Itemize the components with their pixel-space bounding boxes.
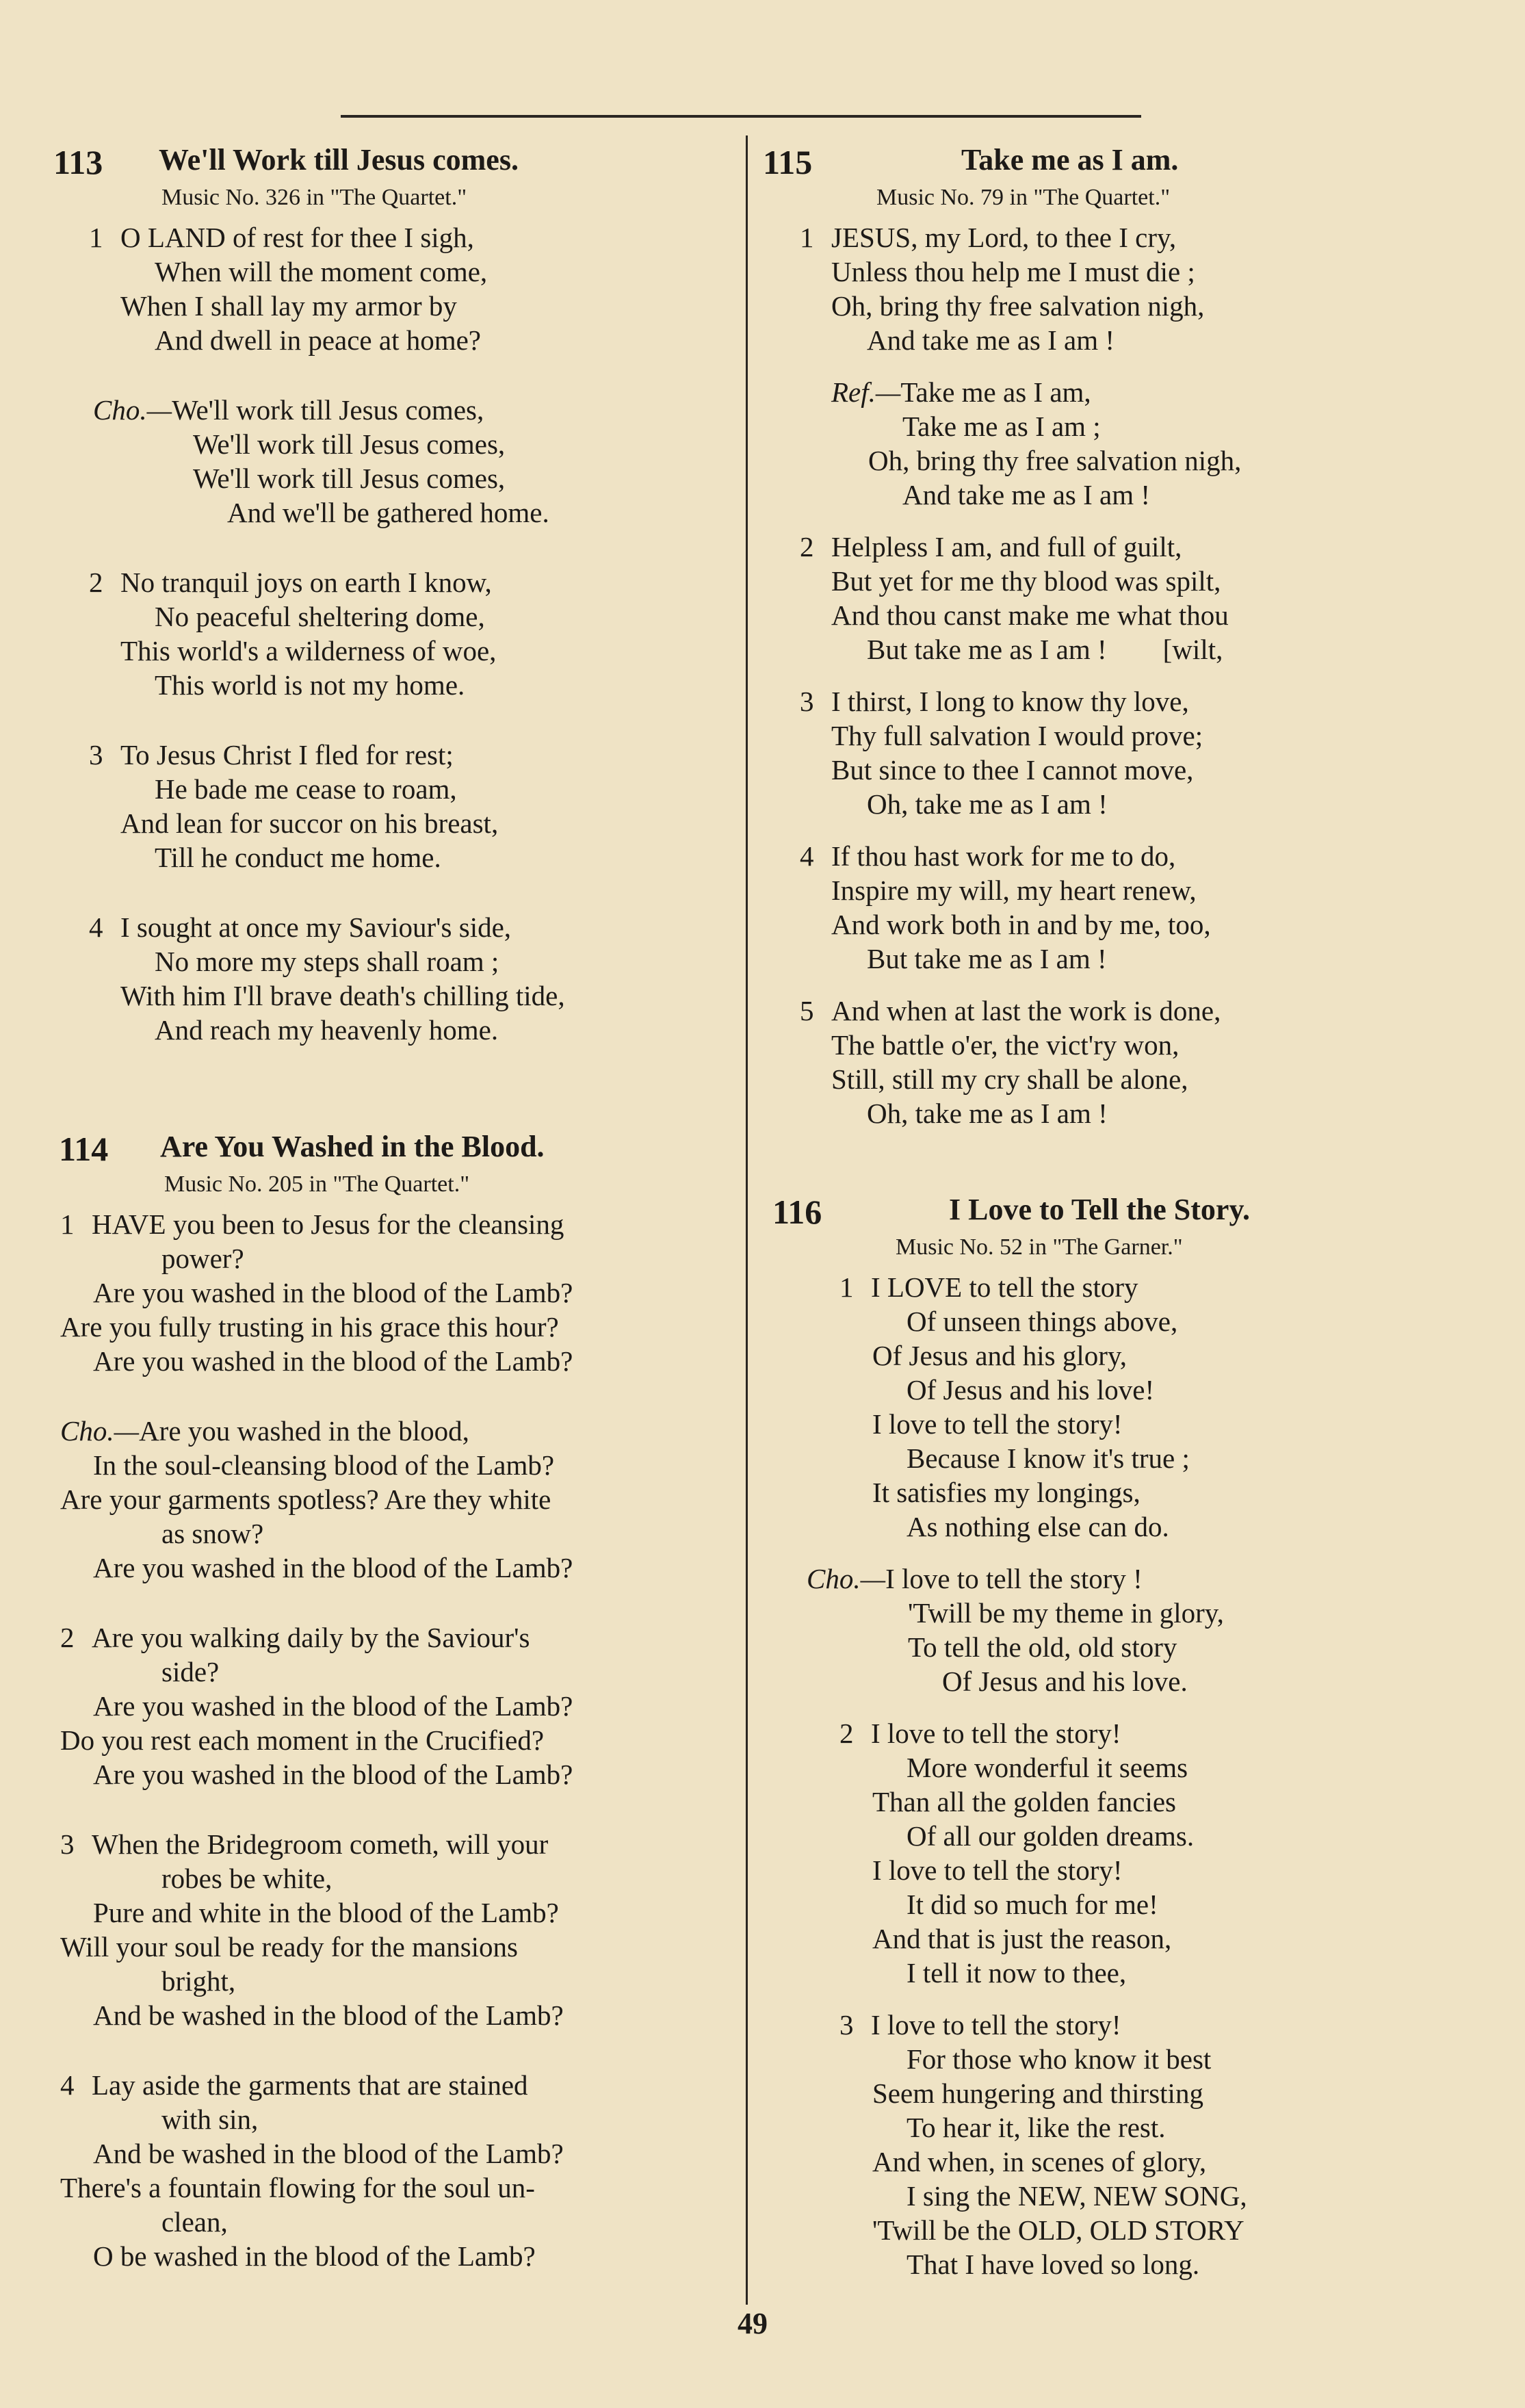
verse-line: And reach my heavenly home.: [155, 1014, 499, 1046]
stanza-number: 4: [60, 2069, 75, 2101]
stanza-number: 3: [60, 1828, 75, 1860]
verse-line: And dwell in peace at home?: [155, 324, 482, 356]
verse-line: Of Jesus and his love.: [942, 1666, 1188, 1697]
hymn-header: [748, 1192, 1525, 1234]
verse-line: Unless thou help me I must die ;: [831, 256, 1195, 287]
page-number: 49: [738, 2307, 768, 2340]
verse-line: Of Jesus and his love!: [907, 1374, 1155, 1406]
verse-line: HAVE you been to Jesus for the cleansing: [92, 1208, 564, 1240]
verse-line: We'll work till Jesus comes,: [193, 463, 506, 494]
stanza-1: [89, 220, 746, 357]
verse-line: And be washed in the blood of the Lamb?: [93, 1999, 564, 2031]
verse-line: with sin,: [161, 2103, 259, 2135]
verse-line: Are you washed in the blood of the Lamb?: [93, 1690, 573, 1722]
stanza-3: [89, 738, 746, 875]
verse-line: O be washed in the blood of the Lamb?: [93, 2240, 536, 2272]
hymn-number: 116: [772, 1193, 822, 1231]
stanza-2: [839, 1716, 1525, 1990]
chorus-label: Cho.—: [60, 1415, 140, 1447]
verse-line: Of unseen things above,: [907, 1306, 1178, 1337]
stanza-number: 4: [800, 840, 814, 872]
stanza-number: 1: [839, 1271, 854, 1303]
chorus: [60, 1414, 746, 1585]
hymn-title: We'll Work till Jesus comes.: [159, 143, 519, 177]
chorus: [807, 1562, 1525, 1698]
verse-line: When I shall lay my armor by: [120, 290, 457, 322]
verse-line: I LOVE to tell the story: [871, 1271, 1138, 1303]
stanza-number: 2: [800, 531, 814, 562]
verse-line: More wonderful it seems: [907, 1752, 1188, 1783]
verse-line: 'Twill be the OLD, OLD STORY: [872, 2214, 1244, 2246]
hymn-number: 113: [53, 143, 103, 181]
stanza-3: [800, 684, 1525, 821]
verse-line: No peaceful sheltering dome,: [155, 601, 485, 632]
chorus-label: Cho.—: [807, 1563, 886, 1594]
verse-line: I sing the NEW, NEW SONG,: [907, 2180, 1247, 2212]
verse-line: Are you walking daily by the Saviour's: [92, 1622, 530, 1653]
verse-line: I love to tell the story !: [885, 1563, 1143, 1594]
verse-line: JESUS, my Lord, to thee I cry,: [831, 222, 1177, 253]
verse-line: Are your garments spotless? Are they white: [60, 1484, 551, 1515]
stanza-number: 4: [89, 911, 103, 943]
top-rule: [341, 115, 1141, 118]
verse-line: For those who know it best: [907, 2043, 1212, 2075]
verse-line: Oh, take me as I am !: [867, 1098, 1108, 1129]
hymn-115: [748, 142, 1525, 1166]
verse-line: Thy full salvation I would prove;: [831, 720, 1203, 751]
stanza-number: 1: [800, 222, 814, 253]
refrain-label: Ref.—: [831, 376, 901, 408]
hymn-116: [748, 1192, 1525, 2281]
verse-line: It satisfies my longings,: [872, 1477, 1141, 1508]
hymn-title: I Love to Tell the Story.: [949, 1193, 1251, 1226]
verse-line: O LAND of rest for thee I sigh,: [120, 222, 474, 253]
hymn-title: Are You Washed in the Blood.: [160, 1130, 545, 1163]
music-reference: Music No. 79 in "The Quartet.": [876, 185, 1171, 210]
hymn-header: [0, 142, 746, 185]
verse-line: But since to thee I cannot move,: [831, 754, 1194, 786]
verse-line: robes be white,: [161, 1863, 333, 1894]
verse-line: I love to tell the story!: [872, 1854, 1123, 1886]
verse-line: Are you washed in the blood of the Lamb?: [93, 1345, 573, 1377]
verse-line: In the soul-cleansing blood of the Lamb?: [93, 1449, 555, 1481]
stanza-2: [800, 530, 1525, 666]
verse-line: And lean for succor on his breast,: [120, 807, 499, 839]
verse-line: To Jesus Christ I fled for rest;: [120, 739, 454, 771]
stanza-2: [89, 565, 746, 702]
verse-line: And when, in scenes of glory,: [872, 2146, 1207, 2177]
verse-line: There's a fountain flowing for the soul un-: [60, 2172, 535, 2203]
verse-line: as snow?: [161, 1518, 264, 1549]
verse-line: And we'll be gathered home.: [227, 497, 549, 528]
verse-line: And when at last the work is done,: [831, 995, 1221, 1026]
stanza-number: 1: [60, 1208, 75, 1240]
hymn-114: [0, 1129, 746, 2309]
music-reference: Music No. 205 in "The Quartet.": [164, 1171, 470, 1197]
stanza-5: [800, 994, 1525, 1130]
verse-line: Than all the golden fancies: [872, 1786, 1176, 1817]
verse-line: We'll work till Jesus comes,: [172, 394, 484, 426]
verse-line: When the Bridegroom cometh, will your: [92, 1828, 549, 1860]
verse-line: Oh, take me as I am !: [867, 788, 1108, 820]
verse-line: But take me as I am ! [wilt,: [867, 634, 1223, 665]
stanza-number: 2: [89, 567, 103, 598]
stanza-1: [60, 1207, 746, 1378]
verse-line: Seem hungering and thirsting: [872, 2077, 1203, 2109]
verse-line: Are you washed in the blood of the Lamb?: [93, 1759, 573, 1790]
verse-line: Do you rest each moment in the Crucified?: [60, 1724, 545, 1756]
verse-line: No tranquil joys on earth I know,: [120, 567, 492, 598]
stanza-number: 3: [89, 739, 103, 771]
verse-line: If thou hast work for me to do,: [831, 840, 1176, 872]
verse-line: And thou canst make me what thou: [831, 599, 1229, 631]
verse-line: I love to tell the story!: [872, 1408, 1123, 1440]
verse-line: This world is not my home.: [155, 669, 465, 701]
music-reference: Music No. 52 in "The Garner.": [896, 1234, 1183, 1260]
chorus: [89, 393, 746, 530]
verse-line: side?: [161, 1656, 220, 1687]
verse-line: Pure and white in the blood of the Lamb?: [93, 1897, 559, 1928]
stanza-number: 2: [839, 1718, 854, 1749]
verse-line: We'll work till Jesus comes,: [193, 428, 506, 460]
music-reference: Music No. 326 in "The Quartet.": [161, 185, 467, 210]
verse-line: To hear it, like the rest.: [907, 2112, 1166, 2143]
stanza-number: 3: [800, 686, 814, 717]
verse-line: power?: [161, 1243, 244, 1274]
verse-line: And be washed in the blood of the Lamb?: [93, 2138, 564, 2169]
stanza-1: [839, 1270, 1525, 1544]
verse-line: Inspire my will, my heart renew,: [831, 875, 1197, 906]
verse-line: It did so much for me!: [907, 1889, 1158, 1920]
refrain: [800, 375, 1525, 512]
verse-line: This world's a wilderness of woe,: [120, 635, 497, 666]
verse-line: And take me as I am !: [902, 479, 1151, 510]
verse-line: I thirst, I long to know thy love,: [831, 686, 1189, 717]
verse-line: Lay aside the garments that are stained: [92, 2069, 528, 2101]
verse-line: Take me as I am ;: [902, 411, 1101, 442]
verse-line: But yet for me thy blood was spilt,: [831, 565, 1221, 597]
chorus-label: Cho.—: [93, 394, 172, 426]
verse-line: I love to tell the story!: [871, 2009, 1121, 2041]
stanza-number: 5: [800, 995, 814, 1026]
verse-line: I love to tell the story!: [871, 1718, 1121, 1749]
hymn-number: 115: [763, 143, 813, 181]
hymn-number: 114: [59, 1130, 109, 1168]
verse-line: That I have loved so long.: [907, 2249, 1200, 2280]
verse-line: Are you washed in the blood of the Lamb?: [93, 1277, 573, 1308]
verse-line: Take me as I am,: [900, 376, 1091, 408]
verse-line: Of all our golden dreams.: [907, 1820, 1195, 1852]
verse-line: Are you fully trusting in his grace this hour?: [60, 1311, 559, 1343]
verse-line: Till he conduct me home.: [155, 842, 441, 873]
verse-line: Of Jesus and his glory,: [872, 1340, 1128, 1371]
stanza-2: [60, 1620, 746, 1791]
stanza-number: 1: [89, 222, 103, 253]
hymn-header: [748, 142, 1525, 185]
hymn-title: Take me as I am.: [961, 143, 1179, 177]
hymn-113: [0, 142, 746, 1083]
verse-line: And take me as I am !: [867, 324, 1115, 356]
verse-line: 'Twill be my theme in glory,: [908, 1597, 1224, 1629]
verse-line: Still, still my cry shall be alone,: [831, 1063, 1188, 1095]
stanza-1: [800, 220, 1525, 357]
verse-line: Will your soul be ready for the mansions: [60, 1931, 519, 1963]
hymn-header: [0, 1129, 746, 1171]
stanza-3: [60, 1827, 746, 2032]
verse-line: Oh, bring thy free salvation nigh,: [868, 445, 1242, 476]
verse-line: I sought at once my Saviour's side,: [120, 911, 512, 943]
verse-line: But take me as I am !: [867, 943, 1107, 974]
stanza-number: 2: [60, 1622, 75, 1653]
verse-line: I tell it now to thee,: [907, 1957, 1127, 1989]
stanza-number: 3: [839, 2009, 854, 2041]
verse-line: Helpless I am, and full of guilt,: [831, 531, 1182, 562]
verse-line: Oh, bring thy free salvation nigh,: [831, 290, 1205, 322]
verse-line: Are you washed in the blood,: [139, 1415, 469, 1447]
verse-line: bright,: [161, 1965, 236, 1997]
verse-line: clean,: [161, 2206, 228, 2238]
verse-line: And that is just the reason,: [872, 1923, 1172, 1954]
verse-line: The battle o'er, the vict'ry won,: [831, 1029, 1179, 1061]
verse-line: And work both in and by me, too,: [831, 909, 1211, 940]
verse-line: He bade me cease to roam,: [155, 773, 457, 805]
stanza-4: [800, 839, 1525, 976]
stanza-4: [60, 2068, 746, 2273]
verse-line: As nothing else can do.: [907, 1511, 1169, 1542]
verse-line: When will the moment come,: [155, 256, 488, 287]
stanza-3: [839, 2008, 1525, 2281]
verse-line: To tell the old, old story: [908, 1631, 1177, 1663]
verse-line: No more my steps shall roam ;: [155, 946, 499, 977]
verse-line: With him I'll brave death's chilling tide,: [120, 980, 565, 1011]
verse-line: Because I know it's true ;: [907, 1442, 1190, 1474]
verse-line: Are you washed in the blood of the Lamb?: [93, 1552, 573, 1583]
stanza-4: [89, 910, 746, 1047]
